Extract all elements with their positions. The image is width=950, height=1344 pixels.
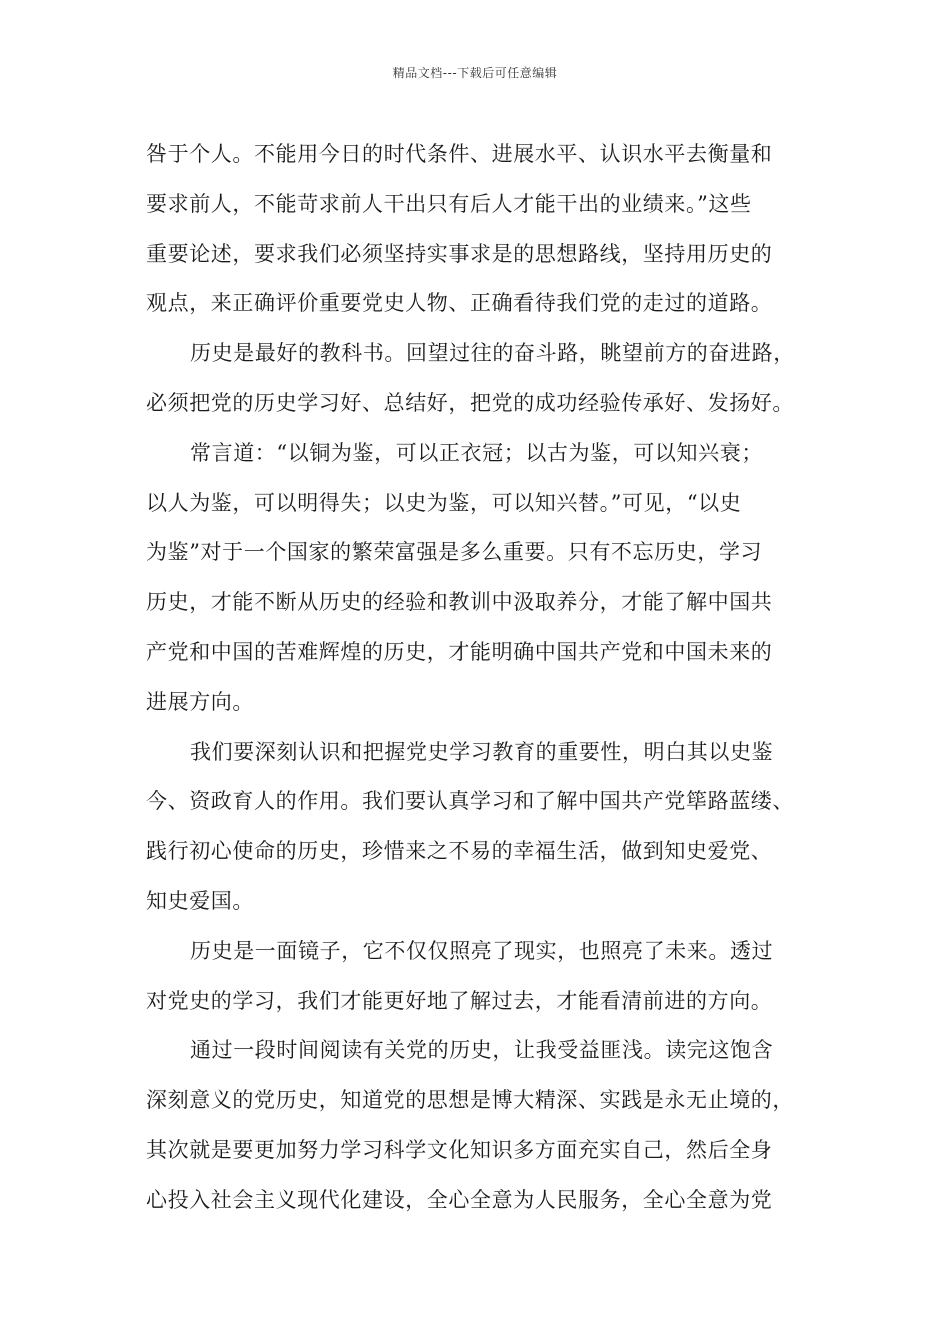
paragraph-first-line: 历史是最好的教科书。回望过往的奋斗路，眺望前方的奋进路， (190, 341, 795, 366)
text-line: 心投入社会主义现代化建设，全心全意为人民服务，全心全意为党 (146, 1187, 773, 1212)
text-line: 重要论述，要求我们必须坚持实事求是的思想路线，坚持用历史的 (146, 241, 773, 266)
paragraph-first-line: 常言道：“以铜为鉴，可以正衣冠；以古为鉴，可以知兴衰； (190, 440, 763, 465)
text-line: 要求前人，不能苛求前人干出只有后人才能干出的业绩来。”这些 (146, 191, 752, 216)
text-line: 为鉴”对于一个国家的繁荣富强是多么重要。只有不忘历史，学习 (146, 540, 763, 565)
text-line: 必须把党的历史学习好、总结好，把党的成功经验传承好、发扬好。 (146, 390, 794, 415)
paragraph-first-line: 历史是一面镜子，它不仅仅照亮了现实，也照亮了未来。透过 (190, 938, 774, 963)
text-line: 其次就是要更加努力学习科学文化知识多方面充实自己，然后全身 (146, 1137, 773, 1162)
text-line: 历史，才能不断从历史的经验和教训中汲取养分，才能了解中国共 (146, 590, 773, 615)
document-body (146, 130, 810, 1226)
text-line: 咎于个人。不能用今日的时代条件、进展水平、认识水平去衡量和 (146, 142, 773, 166)
text-line: 观点，来正确评价重要党史人物、正确看待我们党的走过的道路。 (146, 291, 773, 316)
text-line: 践行初心使命的历史，珍惜来之不易的幸福生活，做到知史爱党、 (146, 839, 773, 864)
text-line: 以人为鉴，可以明得失；以史为鉴，可以知兴替。”可见，“以史 (146, 490, 742, 515)
text-line: 产党和中国的苦难辉煌的历史，才能明确中国共产党和中国未来的 (146, 639, 773, 664)
paragraph-first-line: 通过一段时间阅读有关党的历史，让我受益匪浅。读完这饱含 (190, 1038, 774, 1063)
text-line: 今、资政育人的作用。我们要认真学习和了解中国共产党筚路蓝缕、 (146, 789, 794, 814)
text-line: 对党史的学习，我们才能更好地了解过去，才能看清前进的方向。 (146, 988, 773, 1013)
text-line: 进展方向。 (146, 689, 254, 714)
text-line: 知史爱国。 (146, 888, 254, 913)
paragraph-first-line: 我们要深刻认识和把握党史学习教育的重要性，明白其以史鉴 (190, 739, 774, 764)
page-header: 精品文档---下载后可任意编辑 (392, 66, 558, 80)
text-line: 深刻意义的党历史，知道党的思想是博大精深、实践是永无止境的， (146, 1088, 794, 1113)
